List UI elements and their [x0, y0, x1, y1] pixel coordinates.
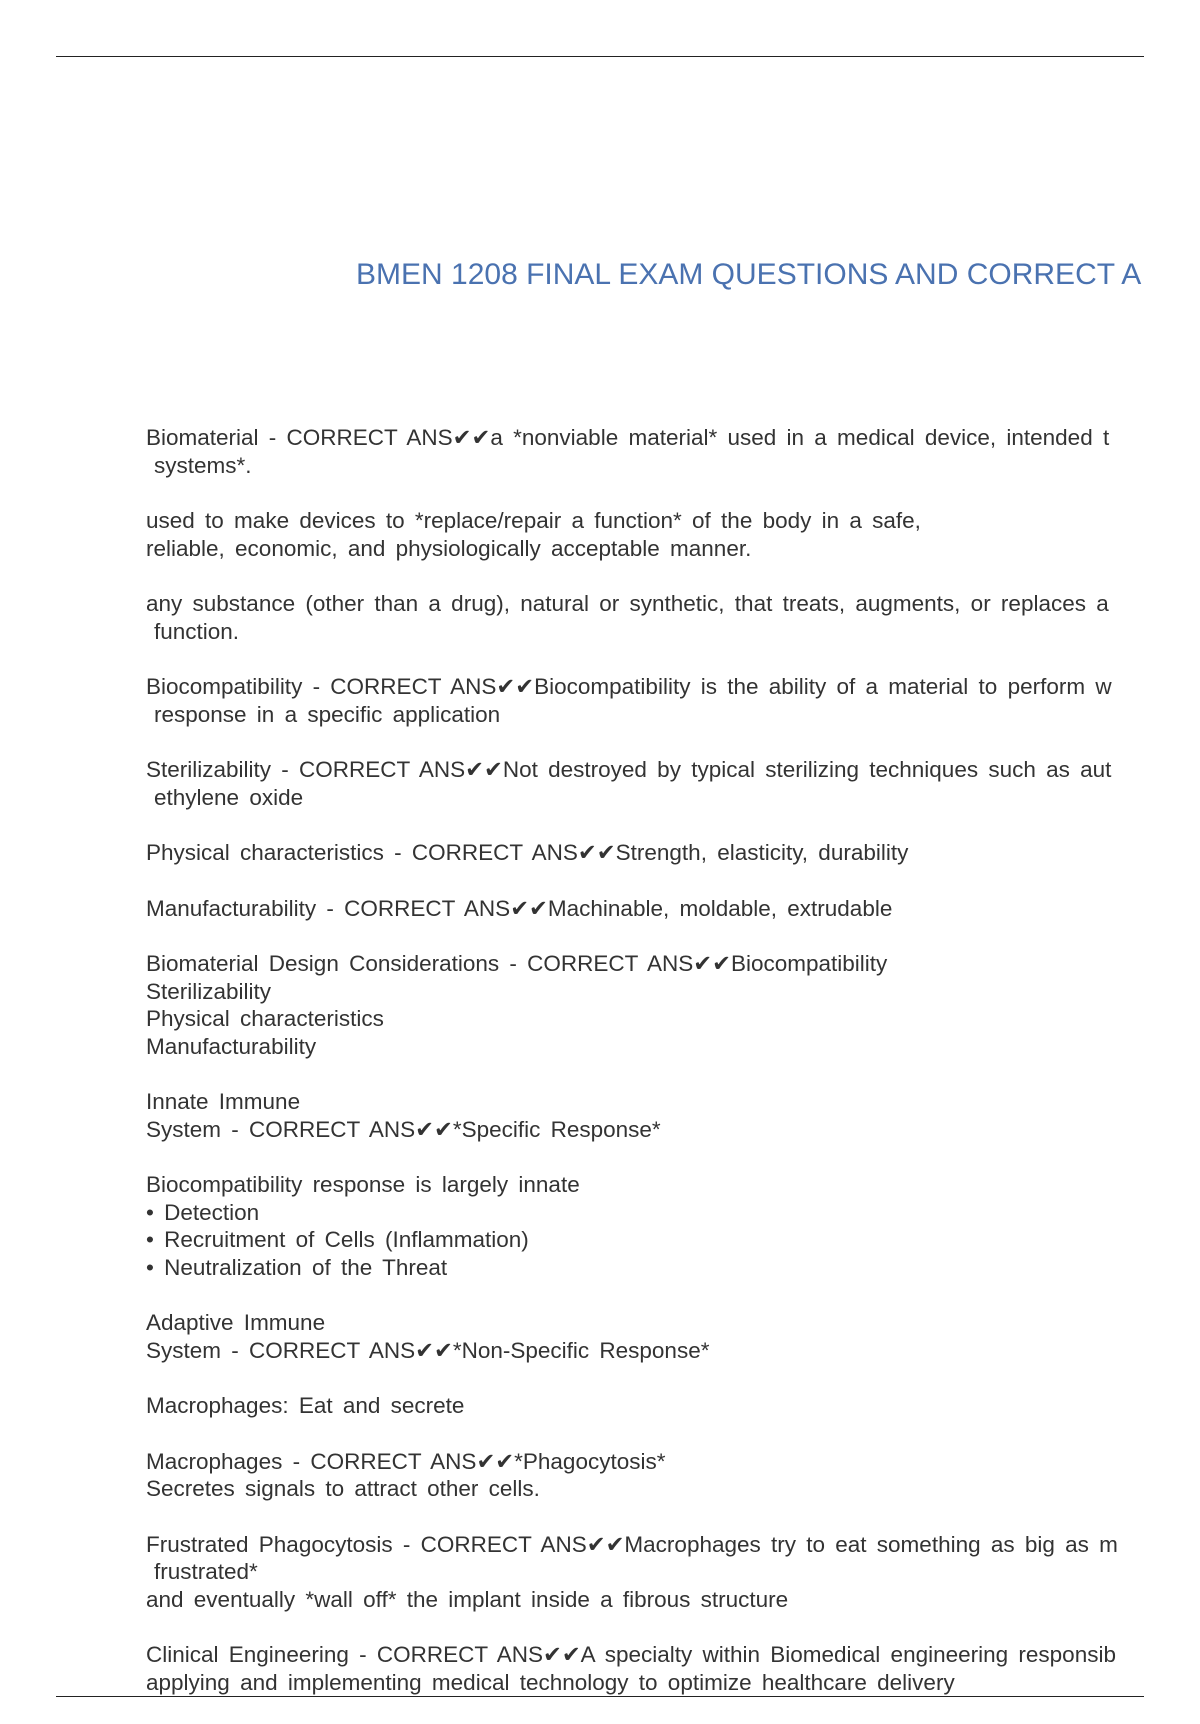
text-line: Frustrated Phagocytosis - CORRECT ANS✔✔Macrophages try to eat something as big as m: [146, 1531, 1118, 1557]
text-line: Manufacturability - CORRECT ANS✔✔Machinable, moldable, extrudable: [146, 895, 893, 921]
text-line: ethylene oxide: [154, 784, 304, 810]
text-line: Sterilizability - CORRECT ANS✔✔Not destroyed by typical sterilizing techniques such as aut: [146, 757, 1112, 782]
text-line: Biomaterial Design Considerations - CORRECT ANS✔✔Biocompatibility: [146, 951, 888, 976]
paragraph-biocompatibility: [146, 673, 1200, 728]
text-line: Clinical Engineering - CORRECT ANS✔✔A specialty within Biomedical engineering responsib: [146, 1642, 1116, 1667]
text-line: applying and implementing medical technology to optimize healthcare delivery: [146, 1669, 955, 1695]
paragraph-adaptive-immune: [146, 1309, 1200, 1364]
text-line: Manufacturability: [146, 1033, 317, 1059]
paragraph-innate-immune: [146, 1088, 1200, 1143]
text-line: function.: [154, 618, 240, 644]
text-line: Physical characteristics - CORRECT ANS✔✔Strength, elasticity, durability: [146, 840, 909, 865]
text-line: System - CORRECT ANS✔✔*Specific Response*: [146, 1116, 661, 1142]
paragraph-physical-characteristics: [146, 839, 1200, 867]
list-item: • Recruitment of Cells (Inflammation): [146, 1227, 529, 1252]
footer-rule: [56, 1696, 1144, 1697]
text-line: and eventually *wall off* the implant inside a fibrous structure: [146, 1586, 789, 1612]
document-title: BMEN 1208 FINAL EXAM QUESTIONS AND CORRECT A: [356, 258, 1142, 291]
paragraph-manufacturability: [146, 895, 1200, 923]
paragraph-clinical-engineering: [146, 1641, 1200, 1696]
paragraph-frustrated-phagocytosis: [146, 1531, 1200, 1614]
paragraph-design-considerations: [146, 950, 1200, 1060]
text-line: Macrophages: Eat and secrete: [146, 1393, 465, 1418]
text-line: Biocompatibility - CORRECT ANS✔✔Biocompatibility is the ability of a material to perform w: [146, 674, 1112, 699]
text-line: frustrated*: [154, 1559, 258, 1584]
paragraph-sterilizability: [146, 756, 1200, 811]
text-line: Macrophages - CORRECT ANS✔✔*Phagocytosis*: [146, 1448, 666, 1474]
text-line: Biomaterial - CORRECT ANS✔✔a *nonviable material* used in a medical device, intended t: [146, 425, 1110, 450]
text-line: response in a specific application: [154, 701, 501, 727]
paragraph-biocompatibility-response: [146, 1171, 1200, 1281]
text-line: systems*.: [154, 452, 252, 478]
list-item: • Detection: [146, 1199, 260, 1225]
text-line: Sterilizability: [146, 978, 272, 1004]
text-line: any substance (other than a drug), natural or synthetic, that treats, augments, or replaces a: [146, 591, 1109, 616]
text-line: used to make devices to *replace/repair a function* of the body in a safe,: [146, 508, 921, 533]
text-line: Innate Immune: [146, 1089, 301, 1114]
document-body: [146, 424, 1200, 1724]
text-line: Biocompatibility response is largely innate: [146, 1172, 580, 1197]
text-line: Secretes signals to attract other cells.: [146, 1476, 540, 1501]
text-line: reliable, economic, and physiologically acceptable manner.: [146, 535, 752, 561]
paragraph-biomaterial-use: [146, 507, 1200, 562]
text-line: Adaptive Immune: [146, 1310, 326, 1335]
text-line: System - CORRECT ANS✔✔*Non-Specific Response*: [146, 1337, 710, 1363]
text-line: Physical characteristics: [146, 1006, 384, 1031]
list-item: • Neutralization of the Threat: [146, 1254, 448, 1280]
paragraph-macrophages: [146, 1448, 1200, 1503]
paragraph-macrophages-eat: [146, 1392, 1200, 1420]
paragraph-substance: [146, 590, 1200, 645]
header-rule: [56, 56, 1144, 57]
paragraph-biomaterial: [146, 424, 1200, 479]
